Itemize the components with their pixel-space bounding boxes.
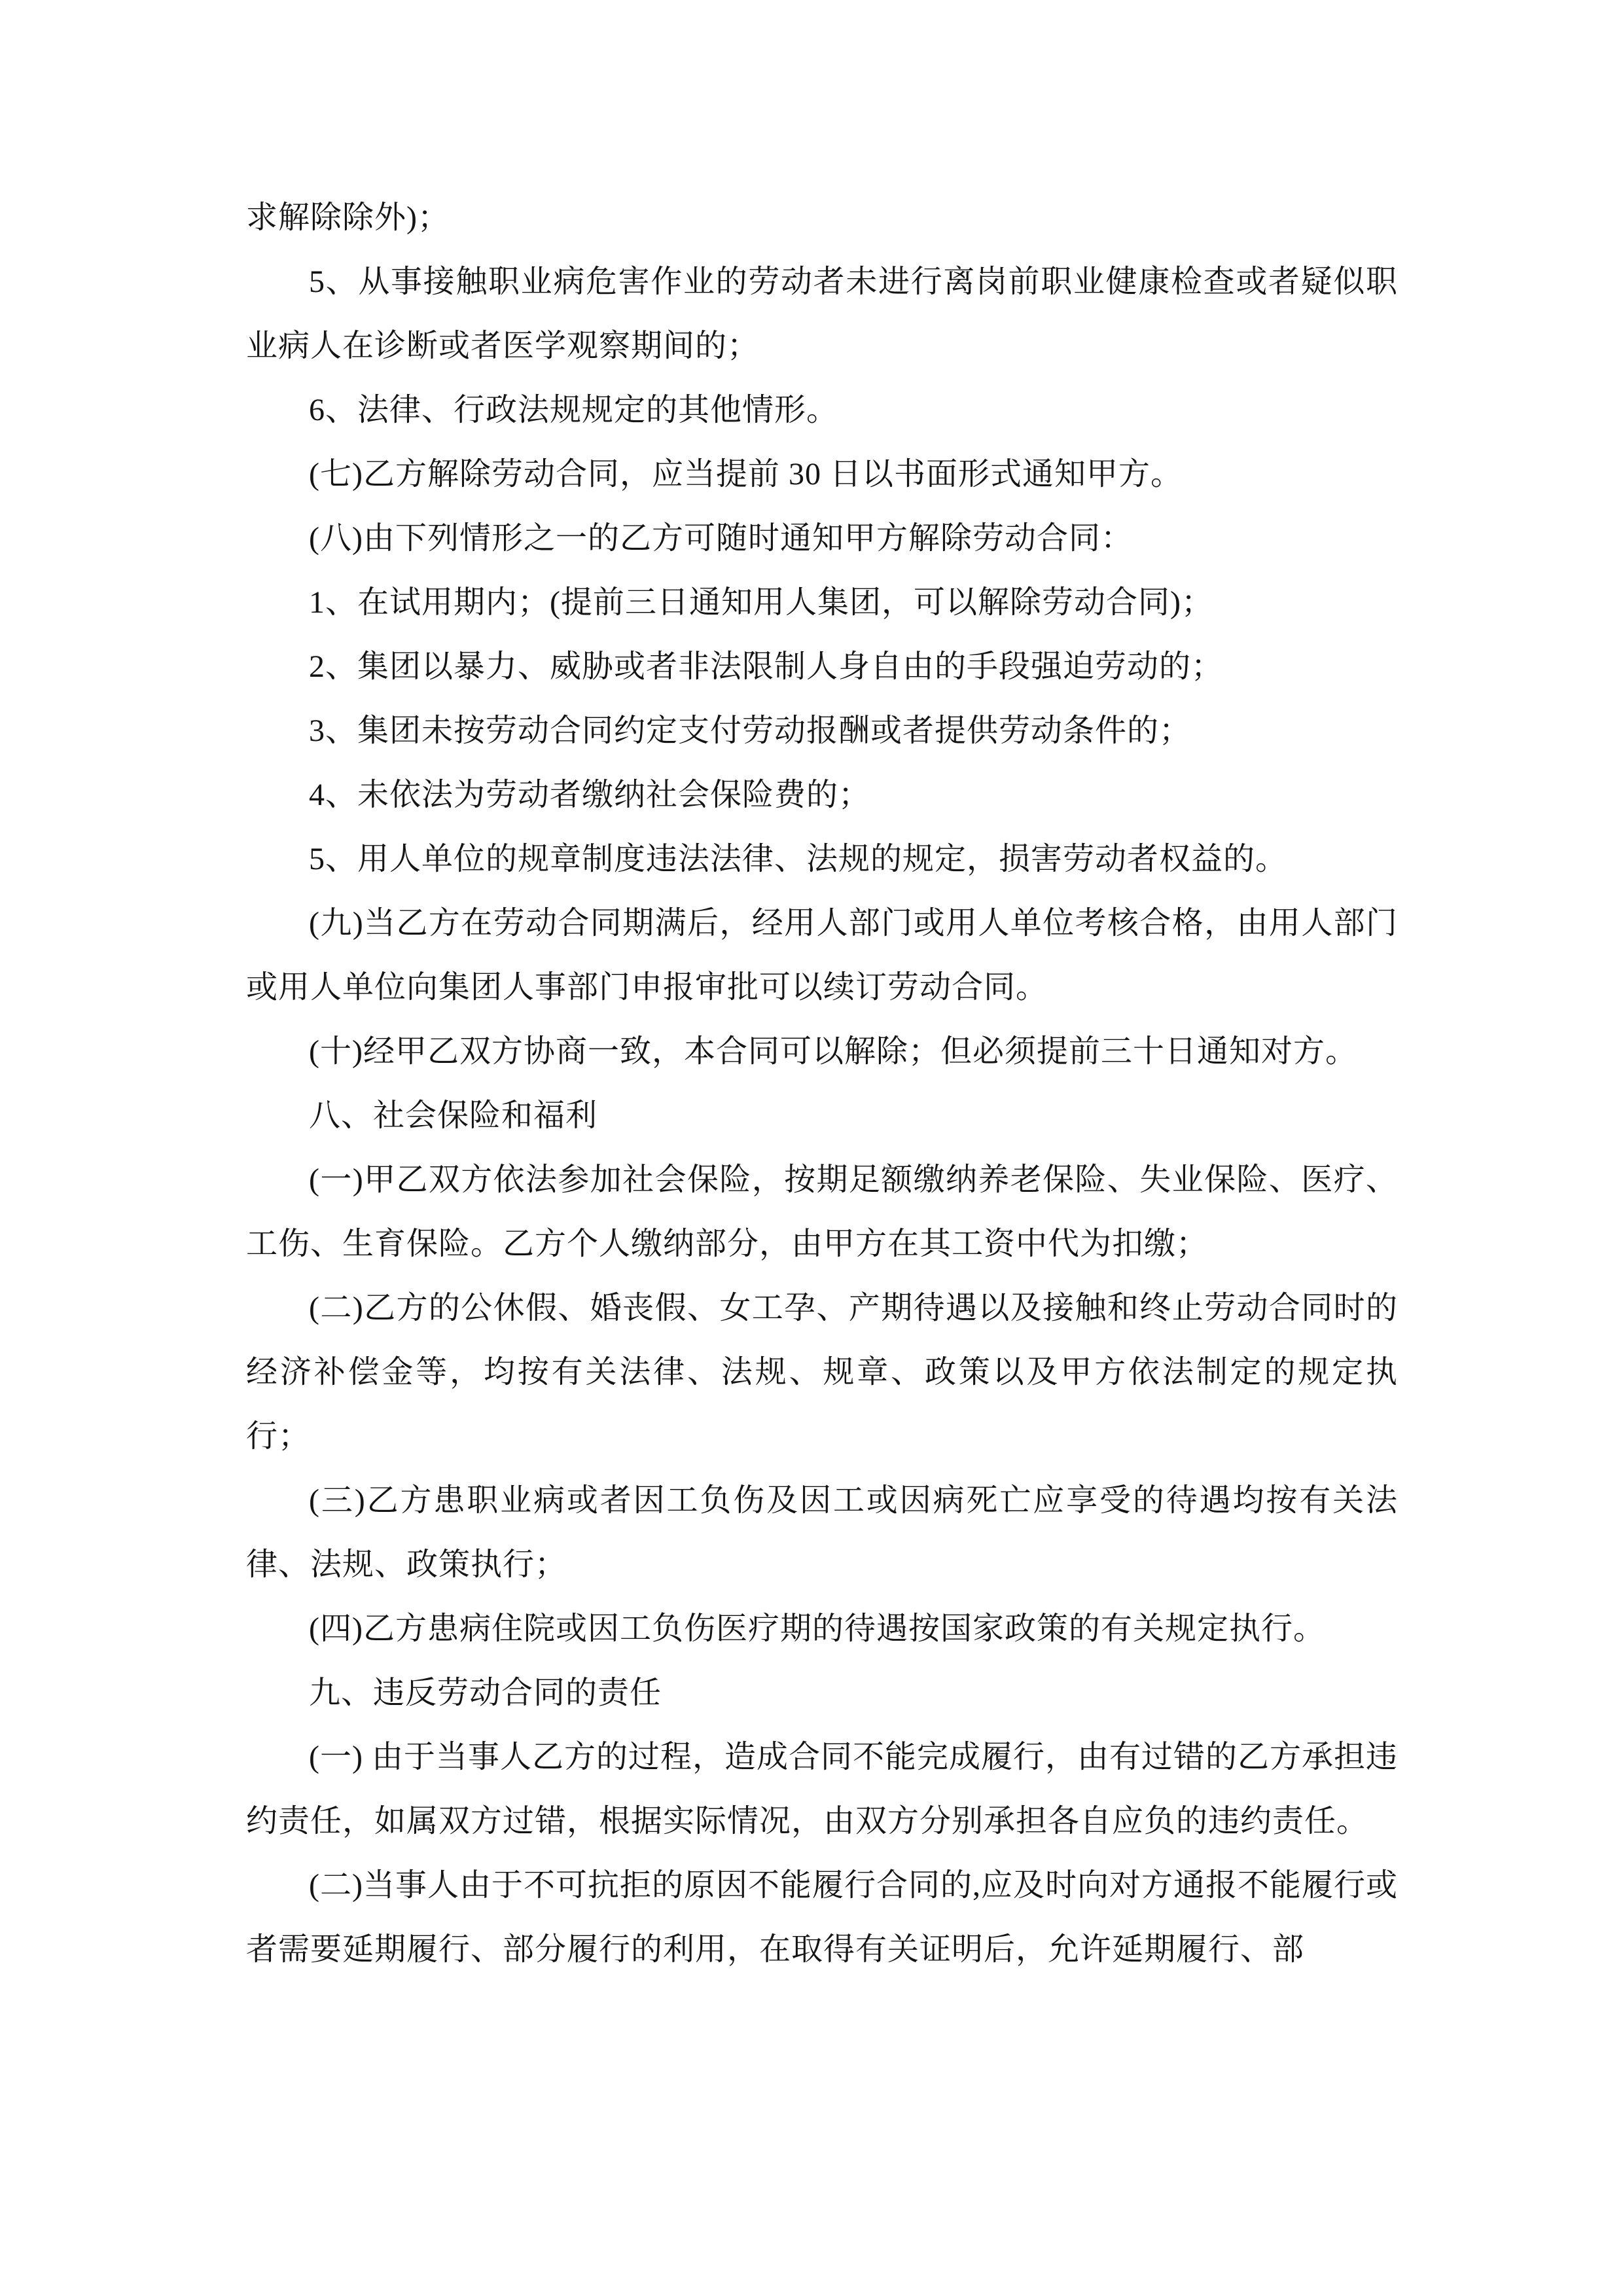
paragraph-subitem-5: 5、用人单位的规章制度违法法律、法规的规定，损害劳动者权益的。 bbox=[309, 842, 1288, 876]
paragraph-clause-4: (四)乙方患病住院或因工负伤医疗期的待遇按国家政策的有关规定执行。 bbox=[309, 1611, 1325, 1646]
section-heading-9: 九、违反劳动合同的责任 bbox=[309, 1676, 662, 1710]
paragraph-item-5: 5、从事接触职业病危害作业的劳动者未进行离岗前职业健康检查或者疑似职业病人在诊断或者医学观察期间的； bbox=[246, 264, 1398, 363]
paragraph-clause-7: (七)乙方解除劳动合同，应当提前 30 日以书面形式通知甲方。 bbox=[309, 457, 1183, 492]
contract-text-block bbox=[246, 186, 1398, 1982]
paragraph-subitem-1: 1、在试用期内；(提前三日通知用人集团，可以解除劳动合同)； bbox=[309, 585, 1213, 620]
paragraph-subitem-2: 2、集团以暴力、威胁或者非法限制人身自由的手段强迫劳动的； bbox=[309, 649, 1224, 684]
paragraph-liability-1: (一) 由于当事人乙方的过程，造成合同不能完成履行，由有过错的乙方承担违约责任，如属双方过错，根据实际情况，由双方分别承担各自应负的违约责任。 bbox=[246, 1740, 1398, 1839]
paragraph-clause-2: (二)乙方的公休假、婚丧假、女工孕、产期待遇以及接触和终止劳动合同时的经济补偿金等，均按有关法律、法规、规章、政策以及甲方依法制定的规定执行； bbox=[246, 1291, 1398, 1454]
paragraph-continuation: 求解除除外)； bbox=[246, 200, 450, 235]
paragraph-subitem-3: 3、集团未按劳动合同约定支付劳动报酬或者提供劳动条件的； bbox=[309, 713, 1192, 748]
paragraph-subitem-4: 4、未依法为劳动者缴纳社会保险费的； bbox=[309, 778, 871, 812]
paragraph-liability-2: (二)当事人由于不可抗拒的原因不能履行合同的,应及时向对方通报不能履行或者需要延期履行、部分履行的利用，在取得有关证明后，允许延期履行、部 bbox=[246, 1868, 1398, 1967]
section-heading-8: 八、社会保险和福利 bbox=[309, 1098, 598, 1133]
paragraph-clause-1: (一)甲乙双方依法参加社会保险，按期足额缴纳养老保险、失业保险、医疗、工伤、生育保险。乙方个人缴纳部分，由甲方在其工资中代为扣缴； bbox=[246, 1162, 1398, 1261]
paragraph-clause-10: (十)经甲乙双方协商一致，本合同可以解除；但必须提前三十日通知对方。 bbox=[309, 1034, 1357, 1069]
paragraph-clause-8: (八)由下列情形之一的乙方可随时通知甲方解除劳动合同： bbox=[309, 521, 1133, 556]
paragraph-clause-9: (九)当乙方在劳动合同期满后，经用人部门或用人单位考核合格，由用人部门或用人单位向集团人事部门申报审批可以续订劳动合同。 bbox=[246, 906, 1398, 1005]
paragraph-item-6: 6、法律、行政法规规定的其他情形。 bbox=[309, 393, 839, 427]
paragraph-clause-3: (三)乙方患职业病或者因工负伤及因工或因病死亡应享受的待遇均按有关法律、法规、政策执行； bbox=[246, 1483, 1398, 1582]
